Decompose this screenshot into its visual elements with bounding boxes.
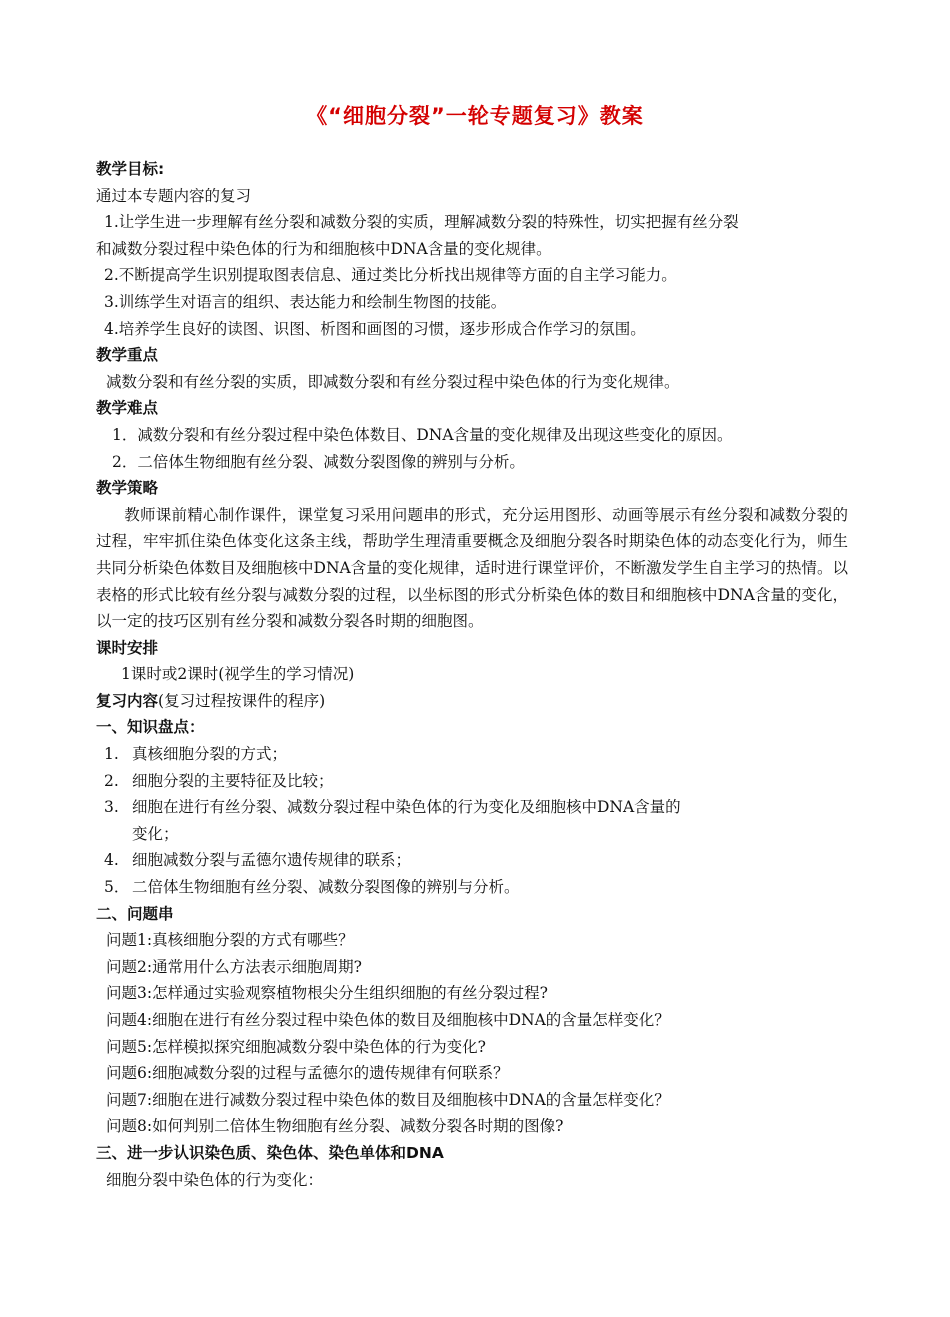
question-1: 问题1:真核细胞分裂的方式有哪些？ [106,931,354,950]
knowledge-item-number: 1. [104,745,119,764]
objective-item-4: 4.培养学生良好的读图、识图、析图和画图的习惯，逐步形成合作学习的氛围。 [104,319,646,338]
knowledge-item-3-continuation: 变化； [132,824,179,843]
objective-item-1-line-2: 和减数分裂过程中染色体的行为和细胞核中DNA含量的变化规律。 [96,239,552,258]
knowledge-item-text: 细胞减数分裂与孟德尔遗传规律的联系； [132,851,412,870]
strategy-heading: 教学策略 [96,479,159,498]
key-points-text: 减数分裂和有丝分裂的实质，即减数分裂和有丝分裂过程中染色体的行为变化规律。 [106,372,680,391]
question-5: 问题5:怎样模拟探究细胞减数分裂中染色体的行为变化? [106,1037,486,1056]
knowledge-item-1 [96,741,848,768]
knowledge-item-4 [96,847,848,874]
knowledge-item-number: 2. [104,771,119,790]
review-line [96,688,848,715]
knowledge-heading: 一、知识盘点： [96,718,205,737]
further-heading: 三、进一步认识染色质、染色体、染色单体和DNA [96,1143,444,1162]
document-body [96,156,848,1193]
page-title: 《“细胞分裂”一轮专题复习》教案 [306,104,644,128]
difficulty-item-1: 1．减数分裂和有丝分裂过程中染色体数目、DNA含量的变化规律及出现这些变化的原因。 [112,425,733,444]
question-3: 问题3:怎样通过实验观察植物根尖分生组织细胞的有丝分裂过程? [106,984,548,1003]
knowledge-item-number: 3. [104,798,119,817]
knowledge-item-5 [96,874,848,901]
objective-item-3: 3.训练学生对语言的组织、表达能力和绘制生物图的技能。 [104,292,507,311]
strategy-text: 教师课前精心制作课件，课堂复习采用问题串的形式，充分运用图形、动画等展示有丝分裂和减数分裂的过程，牢牢抓住染色体变化这条主线，帮助学生理清重要概念及细胞分裂各时期染色体的动态变化行为，师生共同分析染色体数目及细胞核中DNA含量的变化规律，适时进行课堂评价，不断激发学生自主学习的热情。以表格的形式比较有丝分裂与减数分裂的过程，以坐标图的形式分析染色体的数目和细胞核中DNA含量的变化，以一定的技巧区别有丝分裂和减数分裂各时期的细胞图。 [96,505,848,631]
question-7: 问题7:细胞在进行减数分裂过程中染色体的数目及细胞核中DNA的含量怎样变化？ [106,1090,670,1109]
review-heading: 复习内容 [96,691,159,710]
review-note: (复习过程按课件的程序) [158,691,326,710]
knowledge-item-number: 5． [104,878,130,897]
question-6: 问题6:细胞减数分裂的过程与孟德尔的遗传规律有何联系？ [106,1064,509,1083]
objectives-heading: 教学目标: [96,160,165,178]
question-2: 问题2:通常用什么方法表示细胞周期? [106,957,362,976]
key-points-heading: 教学重点 [96,346,159,365]
difficulties-heading: 教学难点 [96,399,159,418]
knowledge-item-3 [96,794,848,821]
questions-heading: 二、问题串 [96,904,174,923]
strategy-paragraph [96,502,848,635]
knowledge-item-text: 二倍体生物细胞有丝分裂、减数分裂图像的辨别与分析。 [132,878,520,897]
knowledge-item-number: 4. [104,851,119,870]
knowledge-item-text: 细胞分裂的主要特征及比较； [132,771,334,790]
objective-item-2: 2.不断提高学生识别提取图表信息、通过类比分析找出规律等方面的自主学习能力。 [104,266,677,285]
schedule-heading: 课时安排 [96,638,159,657]
objective-item-1-line-1: 1.让学生进一步理解有丝分裂和减数分裂的实质，理解减数分裂的特殊性，切实把握有丝分裂 [104,213,739,232]
knowledge-item-text: 真核细胞分裂的方式； [132,745,288,764]
question-4: 问题4:细胞在进行有丝分裂过程中染色体的数目及细胞核中DNA的含量怎样变化？ [106,1011,670,1029]
difficulty-item-2: 2．二倍体生物细胞有丝分裂、减数分裂图像的辨别与分析。 [112,452,525,471]
further-text: 细胞分裂中染色体的行为变化： [106,1170,324,1189]
question-8: 问题8:如何判别二倍体生物细胞有丝分裂、减数分裂各时期的图像? [106,1117,564,1136]
schedule-text: 1课时或2课时(视学生的学习情况) [121,665,355,684]
knowledge-item-text: 细胞在进行有丝分裂、减数分裂过程中染色体的行为变化及细胞核中DNA含量的 [132,798,681,817]
objectives-intro: 通过本专题内容的复习 [96,186,252,205]
knowledge-item-2 [96,768,848,795]
